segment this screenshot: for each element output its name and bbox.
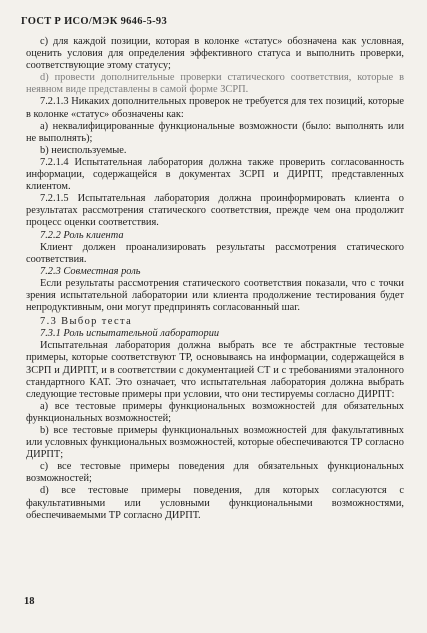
paragraph-d: d) провести дополнительные проверки статического соответствия, которые в неявном виде представлены в самой форме ЗСРП.: [26, 72, 404, 96]
list-item-a: а) все тестовые примеры функциональных возможностей для обязательных функциональных возможностей;: [26, 400, 404, 424]
section-7-3-1-heading: 7.3.1 Роль испытательной лаборатории: [40, 328, 220, 340]
section-7-2-3-heading: 7.2.3 Совместная роль: [40, 265, 141, 277]
paragraph-a-unqualified: а) неквалифицированные функциональные возможности (было: выполнять или не выполнять);: [26, 120, 404, 144]
list-item-d: d) все тестовые примеры поведения, для которых согласуются с факультативными или условными функциональными возможностями, обеспечиваемыми ТР согласно ДИРПТ.: [26, 485, 404, 521]
paragraph-lab-selection: Испытательная лаборатория должна выбрать все те абстрактные тестовые примеры, которые соответствуют ТР, основываясь на информации, содержащейся в ЗСРП и ДИРПТ, и в соответствии с документацией СТ и с требованиями эталонного стандартного КАТ. Это означает, что испытательная лаборатория должна выбрать следующие тестовые примеры при условии, что они тестируемы согласно ДИРПТ:: [26, 340, 404, 400]
list-item-c: с) все тестовые примеры поведения для обязательных функциональных возможностей;: [26, 461, 404, 485]
section-7-2-2-heading: 7.2.2 Роль клиента: [40, 229, 124, 241]
paragraph-7-2-1-4: 7.2.1.4 Испытательная лаборатория должна также проверить согласованность информации, содержащейся в документах ЗСРП и ДИРПТ, представленных клиентом.: [26, 156, 404, 193]
list-item-b: b) все тестовые примеры функциональных возможностей для факультативных или условных функциональных возможностей, которые обеспечиваются ТР согласно ДИРПТ;: [26, 425, 404, 461]
paragraph-joint-role: Если результаты рассмотрения статического соответствия показали, что с точки зрения испытательной лаборатории или клиента продолжение тестирования будет непродуктивным, они могут предпринять согласованный шаг.: [26, 277, 404, 314]
paragraph-c: с) для каждой позиции, которая в колонке «статус» обозначена как условная, оценить условия для определения эффективного статуса и выполнить проверки, соответствующие этому статусу;: [26, 36, 404, 72]
page-number: 18: [24, 596, 35, 607]
paragraph-7-2-1-5: 7.2.1.5 Испытательная лаборатория должна проинформировать клиента о результатах рассмотрения статического соответствия, прежде чем она продолжит процесс оценки соответствия.: [26, 193, 404, 229]
page-content: [26, 36, 404, 522]
section-7-3-heading: 7.3 Выбор теста: [40, 316, 133, 328]
paragraph-b-unused: b) неиспользуемые.: [40, 144, 127, 156]
paragraph-7-2-1-3: 7.2.1.3 Никаких дополнительных проверок не требуется для тех позиций, которые в колонке «статус» обозначены как:: [26, 96, 404, 120]
standard-header: ГОСТ Р ИСО/МЭК 9646-5-93: [21, 16, 168, 27]
paragraph-client-role: Клиент должен проанализировать результаты рассмотрения статического соответствия.: [26, 241, 404, 265]
